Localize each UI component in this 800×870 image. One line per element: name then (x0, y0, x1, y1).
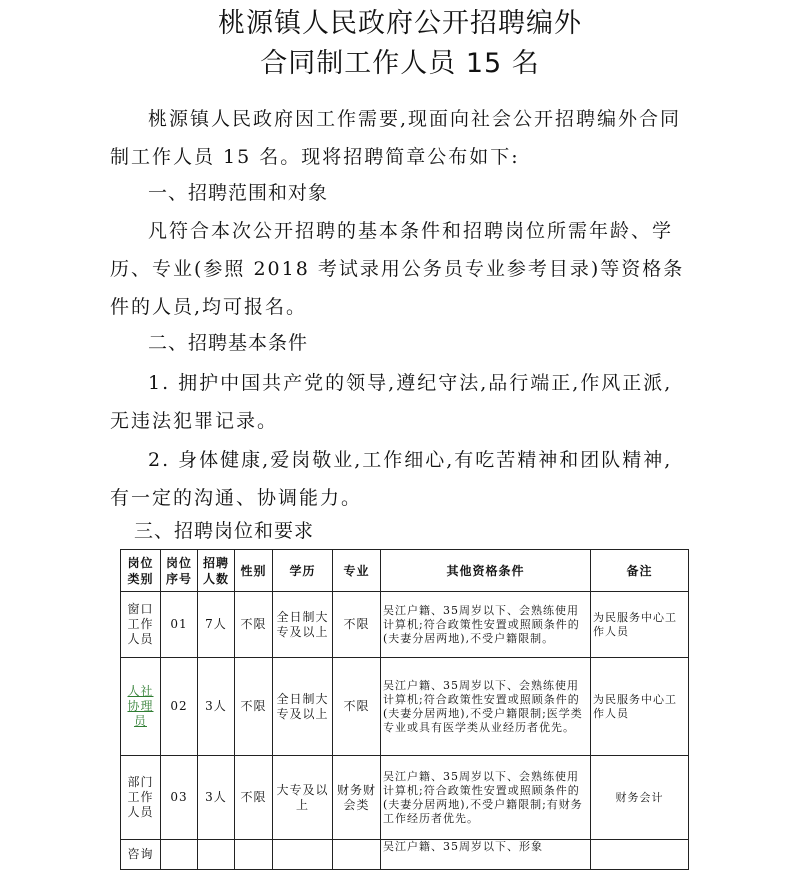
cell-count (198, 840, 235, 870)
cell-code: 01 (161, 592, 198, 658)
section-2-item-2-line-2: 有一定的沟通、协调能力。 (110, 487, 363, 509)
cell-gender: 不限 (235, 756, 273, 840)
cell-major: 财务财会类 (333, 756, 381, 840)
cell-education: 全日制大专及以上 (273, 658, 333, 756)
header-count: 招聘人数 (198, 550, 235, 592)
cell-note (591, 840, 689, 870)
cell-gender: 不限 (235, 592, 273, 658)
header-other: 其他资格条件 (381, 550, 591, 592)
cell-other: 吴江户籍、35周岁以下、会熟练使用计算机;符合政策性安置或照顾条件的(夫妻分居两地),不受户籍限制;有财务工作经历者优先。 (381, 756, 591, 840)
section-1-line-3: 件的人员,均可报名。 (110, 296, 308, 318)
cell-major (333, 840, 381, 870)
cell-code: 03 (161, 756, 198, 840)
section-1-line-1: 凡符合本次公开招聘的基本条件和招聘岗位所需年龄、学 (148, 220, 674, 242)
cell-major: 不限 (333, 592, 381, 658)
cell-other: 吴江户籍、35周岁以下、会熟练使用计算机;符合政策性安置或照顾条件的(夫妻分居两地),不受户籍限制;医学类专业或具有医学类从业经历者优先。 (381, 658, 591, 756)
header-category: 岗位类别 (121, 550, 161, 592)
section-3-heading: 三、招聘岗位和要求 (134, 520, 315, 542)
cell-count: 7人 (198, 592, 235, 658)
table-row (121, 840, 689, 870)
section-2-heading: 二、招聘基本条件 (148, 332, 309, 354)
table-row (121, 658, 689, 756)
section-2-item-2-line-1: 2. 身体健康,爱岗敬业,工作细心,有吃苦精神和团队精神, (148, 449, 673, 471)
cell-gender (235, 840, 273, 870)
cell-category: 咨询 (121, 840, 161, 870)
cell-category: 部门工作人员 (121, 756, 161, 840)
table-header-row (121, 550, 689, 592)
cell-note: 财务会计 (591, 756, 689, 840)
header-gender: 性别 (235, 550, 273, 592)
intro-paragraph (110, 100, 710, 138)
intro-line-2: 制工作人员 15 名。现将招聘简章公布如下: (110, 146, 520, 168)
section-1-heading: 一、招聘范围和对象 (148, 182, 329, 204)
document-title (0, 4, 800, 84)
job-table (120, 549, 689, 870)
intro-paragraph-cont (110, 138, 710, 176)
table-row (121, 756, 689, 840)
title-line-2: 合同制工作人员 15 名 (260, 48, 540, 79)
cell-education: 大专及以上 (273, 756, 333, 840)
title-line-1: 桃源镇人民政府公开招聘编外 (218, 8, 582, 39)
cell-category: 窗口工作人员 (121, 592, 161, 658)
cell-other: 吴江户籍、35周岁以下、形象 (381, 840, 591, 870)
cell-category-link[interactable] (121, 658, 161, 756)
header-code: 岗位序号 (161, 550, 198, 592)
cell-code (161, 840, 198, 870)
cell-gender: 不限 (235, 658, 273, 756)
cell-count: 3人 (198, 658, 235, 756)
table-row (121, 592, 689, 658)
cell-count: 3人 (198, 756, 235, 840)
section-2-item-1-line-2: 无违法犯罪记录。 (110, 410, 279, 432)
cell-code: 02 (161, 658, 198, 756)
section-2-item-1-line-1: 1. 拥护中国共产党的领导,遵纪守法,品行端正,作风正派, (148, 372, 673, 394)
header-education: 学历 (273, 550, 333, 592)
cell-education (273, 840, 333, 870)
cell-note: 为民服务中心工作人员 (591, 658, 689, 756)
cell-note: 为民服务中心工作人员 (591, 592, 689, 658)
intro-line-1: 桃源镇人民政府因工作需要,现面向社会公开招聘编外合同 (148, 108, 682, 130)
section-1-line-2: 历、专业(参照 2018 考试录用公务员专业参考目录)等资格条 (110, 258, 685, 280)
header-note: 备注 (591, 550, 689, 592)
cell-education: 全日制大专及以上 (273, 592, 333, 658)
header-major: 专业 (333, 550, 381, 592)
category-link[interactable]: 人社协理员 (127, 684, 154, 728)
cell-major: 不限 (333, 658, 381, 756)
cell-other: 吴江户籍、35周岁以下、会熟练使用计算机;符合政策性安置或照顾条件的(夫妻分居两地),不受户籍限制。 (381, 592, 591, 658)
